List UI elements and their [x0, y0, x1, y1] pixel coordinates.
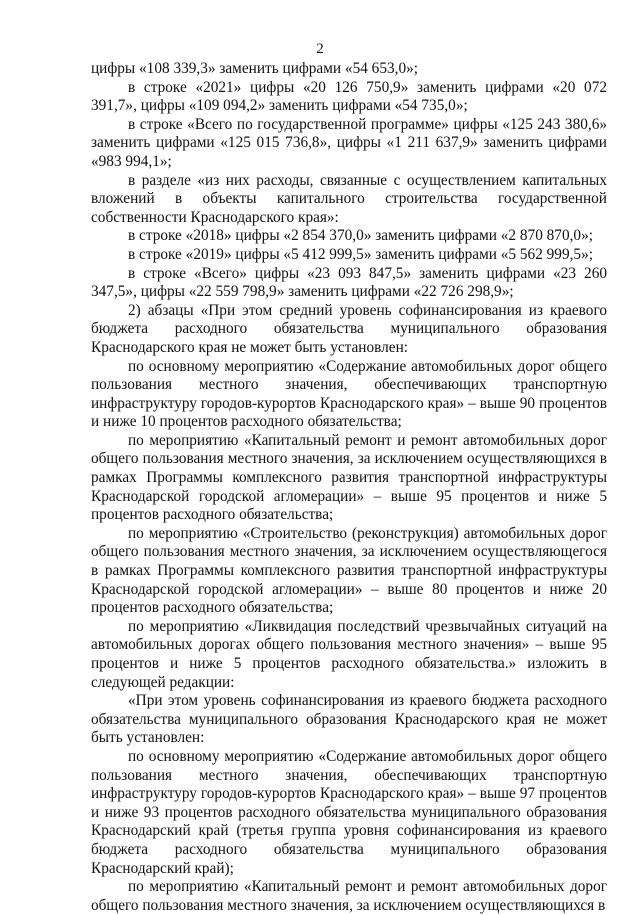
paragraph: в строке «Всего» цифры «23 093 847,5» заменить цифрами «23 260 347,5», цифры «22 559 798,9» заменить цифрами «22 726 298,9»; [91, 264, 607, 301]
paragraph: «При этом уровень софинансирования из краевого бюджета расходного обязательства муниципального образования Краснодарского края не может быть установлен: [91, 692, 607, 747]
page-number: 2 [316, 41, 324, 57]
paragraph: в строке «2018» цифры «2 854 370,0» заменить цифрами «2 870 870,0»; [128, 227, 593, 245]
paragraph: в строке «2021» цифры «20 126 750,9» заменить цифрами «20 072 391,7», цифры «109 094,2» заменить цифрами «54 735,0»; [91, 78, 607, 115]
paragraph: по мероприятию «Строительство (реконструкция) автомобильных дорог общего пользования местного значения, за исключением осуществляющегося в рамках Программы комплексного развития транспортной инфраструктуры Краснодарской городской агломерации» – выше 80 процентов и ниже 20 процентов расходного обязательства; [91, 524, 607, 617]
paragraph: по мероприятию «Капитальный ремонт и ремонт автомобильных дорог общего пользования местного значения, за исключением осуществляющихся в [91, 878, 607, 914]
document-body [91, 60, 607, 915]
paragraph: по мероприятию «Капитальный ремонт и ремонт автомобильных дорог общего пользования местного значения, за исключением осуществляющихся в рамках Программы комплексного развития транспортной инфраструктуры Краснодарской городской агломерации» – выше 95 процентов и ниже 5 процентов расходного обязательства; [91, 431, 607, 524]
paragraph: в разделе «из них расходы, связанные с осуществлением капитальных вложений в объекты капитального строительства государственной собственности Краснодарского края»: [91, 171, 607, 226]
paragraph: по основному мероприятию «Содержание автомобильных дорог общего пользования местного значения, обеспечивающих транспортную инфраструктуру городов-курортов Краснодарского края» – выше 90 процентов и ниже 10 процентов расходного обязательства; [91, 357, 607, 431]
paragraph: по мероприятию «Ликвидация последствий чрезвычайных ситуаций на автомобильных дорогах общего пользования местного значения» – выше 95 процентов и ниже 5 процентов расходного обязательства.» изложить в следующей редакции: [91, 617, 607, 691]
paragraph: в строке «2019» цифры «5 412 999,5» заменить цифрами «5 562 999,5»; [128, 245, 593, 263]
paragraph: 2) абзацы «При этом средний уровень софинансирования из краевого бюджета расходного обязательства муниципального образования Краснодарского края не может быть установлен: [91, 301, 607, 356]
paragraph: по основному мероприятию «Содержание автомобильных дорог общего пользования местного значения, обеспечивающих транспортную инфраструктуру городов-курортов Краснодарского края» – выше 97 процентов и ниже 93 процентов расходного обязательства муниципального образования Краснодарский край (третья группа уровня софинансирования из краевого бюджета расходного обязательства муниципального образования Краснодарский край); [91, 747, 607, 877]
paragraph: цифры «108 339,3» заменить цифрами «54 653,0»; [91, 60, 419, 77]
paragraph: в строке «Всего по государственной программе» цифры «125 243 380,6» заменить цифрами «125 015 736,8», цифры «1 211 637,9» заменить цифрами «983 994,1»; [91, 115, 607, 170]
